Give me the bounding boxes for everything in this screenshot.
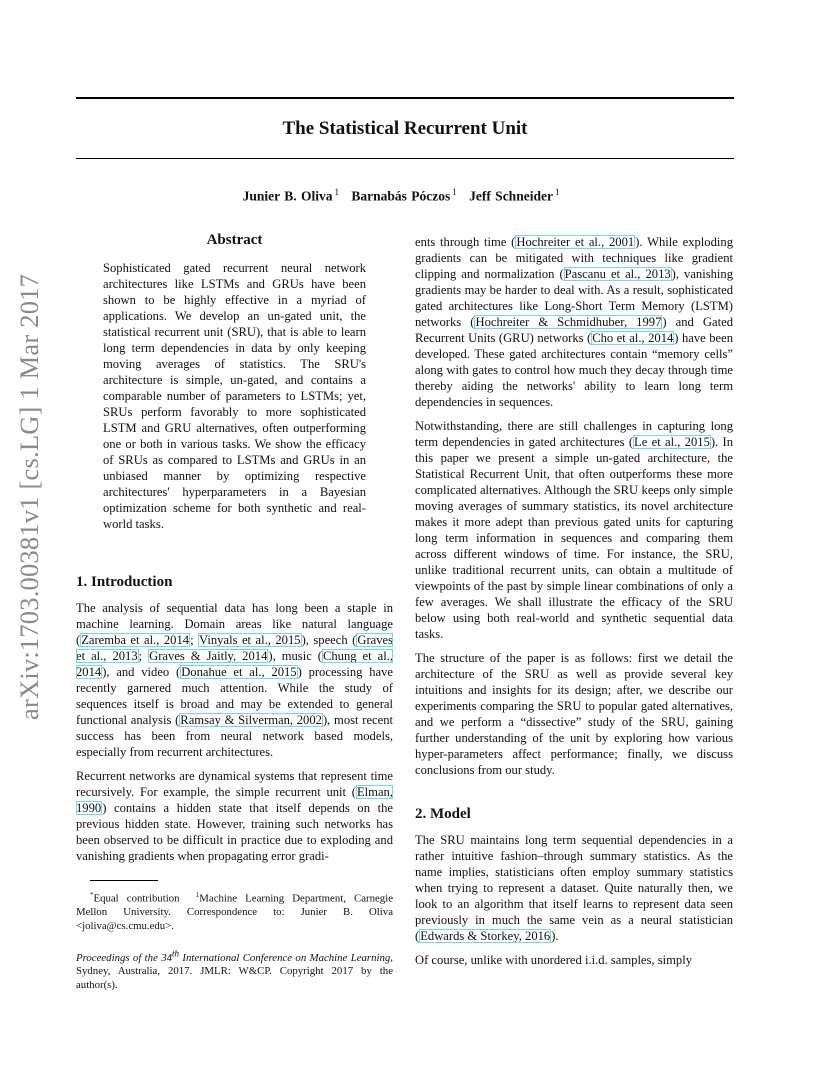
paragraph: The structure of the paper is as follows: first we detail the architecture of the SRU as well as provide several key intuitions and insights for its design; after, we describe our experiments comparing the SRU to popular gated alternatives, and we perform a “dissective” study of the SRU, gaining further understanding of the unit by exploring how various hyper-parameters affect performance; finally, we discuss conclusions from our study. (415, 651, 733, 777)
citation-link[interactable]: Pascanu et al., 2013 (564, 267, 671, 281)
citation-link[interactable]: Le et al., 2015 (634, 435, 710, 449)
citation-link[interactable]: Edwards & Storkey, 2016 (420, 929, 551, 943)
citation-link[interactable]: Hochreiter & Schmidhuber, 1997 (475, 315, 662, 329)
citation-link[interactable]: Graves & Jaitly, 2014 (149, 649, 268, 663)
footnote: *Equal contribution $^1$Machine Learning Department, Carnegie Mellon University. Correspondence to: Junier B. Oliva <joliva@cs.cmu.edu>. (76, 891, 393, 932)
proceedings-note: Proceedings of the 34th International Conference on Machine Learning, Sydney, Australia, 2017. JMLR: W&CP. Copyright 2017 by the author(s). (76, 948, 393, 991)
citation-link[interactable]: Zaremba et al., 2014 (81, 633, 190, 647)
citation-link[interactable]: Donahue et al., 2015 (181, 665, 297, 679)
paragraph: ents through time (Hochreiter et al., 2001). While exploding gradients can be mitigated with techniques like gradient clipping and normalization (Pascanu et al., 2013), vanishing gradients may be harder to deal with. As a result, sophisticated gated architectures like Long-Short Term Memory (LSTM) networks (Hochreiter & Schmidhuber, 1997) and Gated Recurrent Units (GRU) networks (Cho et al., 2014) have been developed. These gated architectures contain “memory cells” along with gates to control how much they decay through time thereby aiding the networks' ability to learn long term dependencies in sequences. (415, 235, 734, 409)
abstract-heading: Abstract (206, 232, 263, 248)
paper-title: The Statistical Recurrent Unit (282, 118, 528, 139)
author-name: Jeff Schneider (469, 188, 553, 204)
citation-link[interactable]: Elman, 1990 (76, 785, 393, 815)
author-name: Barnabás Póczos (351, 188, 451, 204)
citation-link[interactable]: Vinyals et al., 2015 (199, 633, 301, 647)
left-column (76, 228, 393, 1000)
citation-link[interactable]: Chung et al., 2014 (76, 649, 394, 679)
abstract-text: Sophisticated gated recurrent neural network architectures like LSTMs and GRUs have been shown to be highly effective in a myriad of applications. We develop an un-gated unit, the statistical recurrent unit (SRU), that is able to learn long term dependencies in data by only keeping moving averages of statistics. The SRU's architecture is simple, un-gated, and contains a comparable number of parameters to LSTMs; yet, SRUs perform favorably to more sophisticated LSTM and GRU alternatives, often outperforming one or both in various tasks. We show the efficacy of SRUs as compared to LSTMs and GRUs in an unbiased manner by optimizing respective architectures' hyperparameters in a Bayesian optimization scheme for both synthetic and real-world tasks. (103, 261, 366, 531)
footnote-rule (90, 880, 158, 881)
paragraph: The analysis of sequential data has long been a staple in machine learning. Domain areas like natural language (Zaremba et al., 2014; Vinyals et al., 2015), speech (Graves et al., 2013; Graves & Jaitly, 2014), music (Chung et al., 2014), and video (Donahue et al., 2015) processing have recently garnered much attention. While the study of sequences itself is broad and may be extended to general functional analysis (Ramsay & Silverman, 2002), most recent success has been from neural network based models, especially from recurrent architectures. (76, 601, 394, 759)
paragraph: Recurrent networks are dynamical systems that represent time recursively. For example, the simple recurrent unit (Elman, 1990) contains a hidden state that itself depends on the previous hidden state. However, training such networks has been observed to be difficult in practice due to exploding and vanishing gradients when propagating error gradi- (76, 769, 393, 863)
citation-link[interactable]: Graves et al., 2013 (76, 633, 394, 663)
paragraph: Notwithstanding, there are still challenges in capturing long term dependencies in gated architectures (Le et al., 2015). In this paper we present a simple un-gated architecture, the Statistical Recurrent Unit, that often outperforms these more complicated alternatives. Although the SRU keeps only simple moving averages of summary statistics, its novel architecture makes it more adept than previous gated units for capturing long term information in sequences and comparing them across different windows of time. For instance, the SRU, unlike traditional recurrent units, can obtain a multitude of viewpoints of the past by simple linear combinations of only a few averages. We shall illustrate the efficacy of the SRU below using both real-world and synthetic sequential data tasks. (415, 419, 734, 641)
author-name: Junier B. Oliva (242, 188, 333, 204)
arxiv-identifier: arXiv:1703.00381v1 [cs.LG] 1 Mar 2017 (14, 273, 44, 720)
citation-link[interactable]: Ramsay & Silverman, 2002 (180, 713, 322, 727)
section-heading-introduction: 1. Introduction (76, 574, 173, 590)
citation-link[interactable]: Cho et al., 2014 (592, 331, 674, 345)
section-heading-model: 2. Model (415, 806, 471, 822)
title-rule-bottom (76, 158, 734, 159)
citation-link[interactable]: Hochreiter et al., 2001 (516, 235, 635, 249)
author-affiliation-mark: 1 (554, 187, 560, 197)
author-affiliation-mark: 1 (334, 187, 339, 197)
paragraph: Of course, unlike with unordered i.i.d. samples, simply (415, 953, 693, 967)
title-rule-top (76, 97, 734, 99)
right-column (415, 234, 733, 976)
author-list (76, 187, 734, 205)
paragraph: The SRU maintains long term sequential dependencies in a rather intuitive fashion–through summary statistics. As the name implies, statisticians often employ summary statistics when trying to represent a dataset. Quite naturally then, we look to an algorithm that itself learns to represent data seen previously in much the same vein as a neural statistician (Edwards & Storkey, 2016). (415, 833, 733, 943)
author-affiliation-mark: 1 (452, 187, 457, 197)
